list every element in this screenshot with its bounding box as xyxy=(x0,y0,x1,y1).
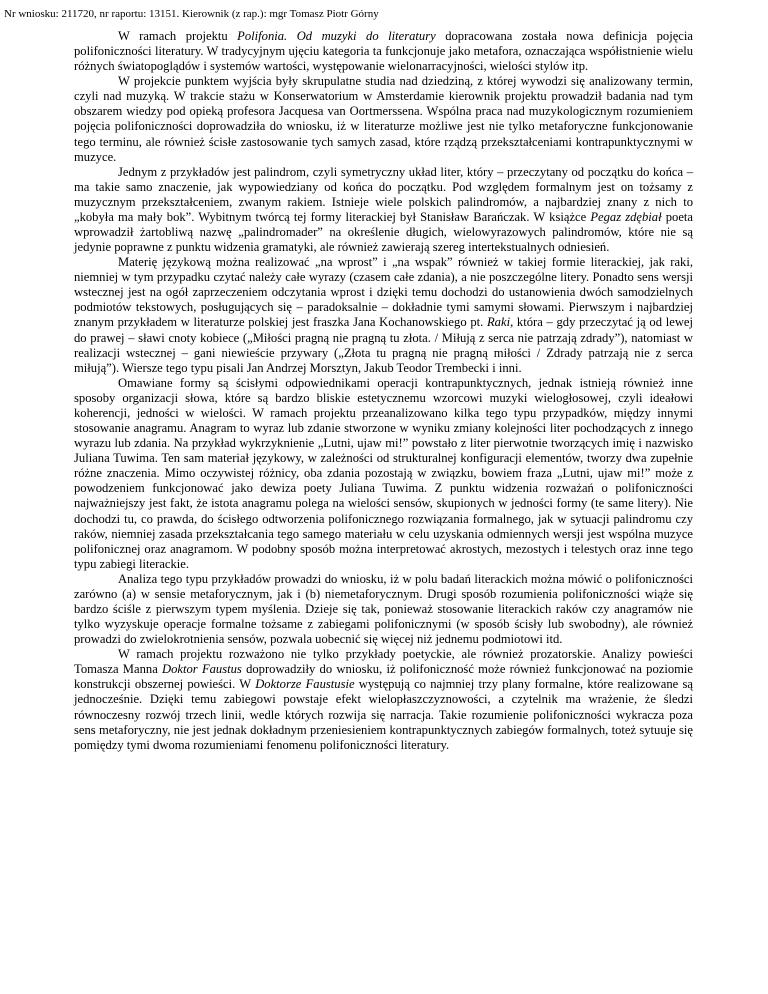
text-run: występują co najmniej trzy plany formalne, które realizowane są jednocześnie. Dzięki temu zabiegowi powstaje efekt wielopłaszczyznowości, a czytelnik ma wrażenie, że śledzi równoczesny rozwój trzech linii, wedle których rozwija się narracja. Takie rozumienie polifoniczności wykracza poza sens metaforyczny, nie jest jednak dokładnym przeniesieniem kontrapunktycznych zabiegów formalnych, toteż sytuuje się pomiędzy tymi dwoma rozumieniami fenomenu polifoniczności literatury. xyxy=(74,677,693,752)
text-run: poeta wprowadził żartobliwą nazwę „palindromader” na określenie długich, wielowyrazowych palindromów, które nie są jedynie poprawne z punktu widzenia gramatyki, ale również zawierają szereg intertekstualnych odniesień. xyxy=(74,209,693,255)
italic-title: Polifonia. Od muzyki do literatury xyxy=(237,29,436,43)
text-run: W ramach projektu rozważono nie tylko przykłady poetyckie, ale również prozatorskie. Analizy powieści Tomasza Manna xyxy=(74,647,693,677)
text-run: W ramach projektu xyxy=(118,29,238,43)
paragraph xyxy=(74,74,693,164)
report-header: Nr wniosku: 211720, nr raportu: 13151. Kierownik (z rap.): mgr Tomasz Piotr Górny xyxy=(4,8,379,20)
paragraph xyxy=(74,572,693,647)
italic-title: Pegaz zdębiał xyxy=(590,209,662,224)
paragraph xyxy=(74,29,693,74)
text-run: doprowadziły do wniosku, iż polifoniczność może również funkcjonować na poziomie konstrukcji obszernej powieści. W xyxy=(74,662,694,692)
report-body xyxy=(74,29,693,753)
paragraph xyxy=(74,165,693,255)
text-run: , która – gdy przeczytać ją od lewej do prawej – sławi cnoty kobiece („Miłości pragną nie pragną tu złota. / Miłują z serca nie patrzają zdrady”), natomiast w realizacji wstecznej – gani niewieście przywary („Złota tu pragną nie pragną miłości / Zdrady patrzają nie z serca miłują”). Wiersze tego typu pisali Jan Andrzej Morsztyn, Jakub Teodor Trembecki i inni. xyxy=(74,315,694,375)
text-run: W projekcie punktem wyjścia były skrupulatne studia nad dziedziną, z której wywodzi się analizowany termin, czyli nad muzyką. W trakcie stażu w Konserwatorium w Amsterdamie kierownik projektu prowadził badania nad tym obszarem wiedzy pod opieką profesora Jacquesa van Oortmerssena. Wspólna praca nad muzykologicznym rozumieniem pojęcia polifoniczności doprowadziła do wniosku, iż w literaturze możliwe jest nie tylko metaforyczne funkcjonowanie tego terminu, ale również ścisłe zastosowanie tych samych zasad, które rządzą przekształceniami kontrapunktycznymi w muzyce. xyxy=(74,74,693,164)
italic-title: Doktorze Faustusie xyxy=(255,677,355,692)
italic-title: Raki xyxy=(486,315,511,330)
text-run: Jednym z przykładów jest palindrom, czyli symetryczny układ liter, który – przeczytany od początku do końca – ma takie samo znaczenie, jak wypowiedziany od końca do początku. Pod względem formalnym jest on tożsamy z muzycznym przekształceniem, zwanym rakiem. Istnieje wiele polskich palindromów, a najbardziej znany z nich to „kobyła ma mały bok”. Wybitnym twórcą tej formy literackiej był Stanisław Barańczak. W książce xyxy=(74,164,693,224)
text-run: Materię językową można realizować „na wprost” i „na wspak” również w takiej formie literackiej, jak raki, niemniej w tym przypadku czytać należy całe wyrazy (czasem całe zdania), a nie poszczególne litery. Ponadto sens wersji wstecznej jest na ogół zaprzeczeniem odczytania wprost i dzięki temu dochodzi do ustanowienia dwóch samodzielnych podmiotów tekstowych, posługujących się – paradoksalnie – dokładnie tymi samymi słowami. Pierwszym i najbardziej znanym przykładem w literaturze polskiej jest fraszka Jana Kochanowskiego pt. xyxy=(74,255,693,330)
text-run: Analiza tego typu przykładów prowadzi do wniosku, iż w polu badań literackich można mówić o polifoniczności zarówno (a) w sensie metaforycznym, jak i (b) niemetaforycznym. Drugi sposób rozumienia polifoniczności wiąże się bardzo ściśle z pierwszym typem myślenia. Dzieje się tak, ponieważ stosowanie literackich raków czy anagramów nie tylko wyzyskuje operacje formalne tożsame z zabiegami polifonicznymi (w sposób ścisły lub swobodny), ale również prowadzi do zwielokrotnienia sensów, pozwala uobecnić się więcej niż jednemu podmiotowi itd. xyxy=(74,571,693,647)
text-run: Omawiane formy są ścisłymi odpowiednikami operacji kontrapunktycznych, jednak istnieją również inne sposoby organizacji słowa, które są bardzo bliskie estetycznemu wzorcowi muzyki wielogłosowej, czyli ideałowi koherencji, jedności w wielości. W ramach projektu przeanalizowano kilka tego typu przypadków, między innymi stosowanie anagramu. Anagram to wyraz lub zdanie stworzone w wyniku zmiany kolejności liter pochodzących z innego wyrazu lub zdania. Na przykład wykrzyknienie „Lutni, ujaw mi!” powstało z liter pierwotnie tworzących imię i nazwisko Juliana Tuwima. Ten sam materiał językowy, w zależności od strukturalnej konfiguracji elementów, tworzy dwa zupełnie różne znaczenia. Mimo oczywistej różnicy, oba zdania pozostają w związku, bowiem fraza „Lutni, ujaw mi!” może z powodzeniem funkcjonować jako dewiza poety Juliana Tuwima. Z punktu widzenia rozważań o polifoniczności najważniejszy jest fakt, że istota anagramu polega na wielości sensów, skupionych w jedności formy (te same litery). Nie dochodzi tu, co prawda, do ścisłego odtworzenia polifonicznego rozwiązania formalnego, jak w sytuacji palindromu czy raków, niemniej zasada przekształcania tego samego materiału w celu uzyskania odmiennych wersji jest wspólna muzyce polifonicznej oraz anagramom. W podobny sposób można interpretować akrostych, mezostych i telestych oraz inne tego typu zabiegi literackie. xyxy=(74,375,693,571)
paragraph xyxy=(74,647,693,753)
paragraph xyxy=(74,255,693,376)
italic-title: Doktor Faustus xyxy=(162,662,242,677)
text-run: dopracowana została nowa definicja pojęcia polifoniczności literatury. W tradycyjnym ujęciu kategoria ta funkcjonuje jako metafora, oznaczająca współistnienie wielu różnych światopoglądów i systemów wartości, występowanie wielonarracyjności, wielości stylów itp. xyxy=(74,29,693,74)
paragraph xyxy=(74,376,693,572)
